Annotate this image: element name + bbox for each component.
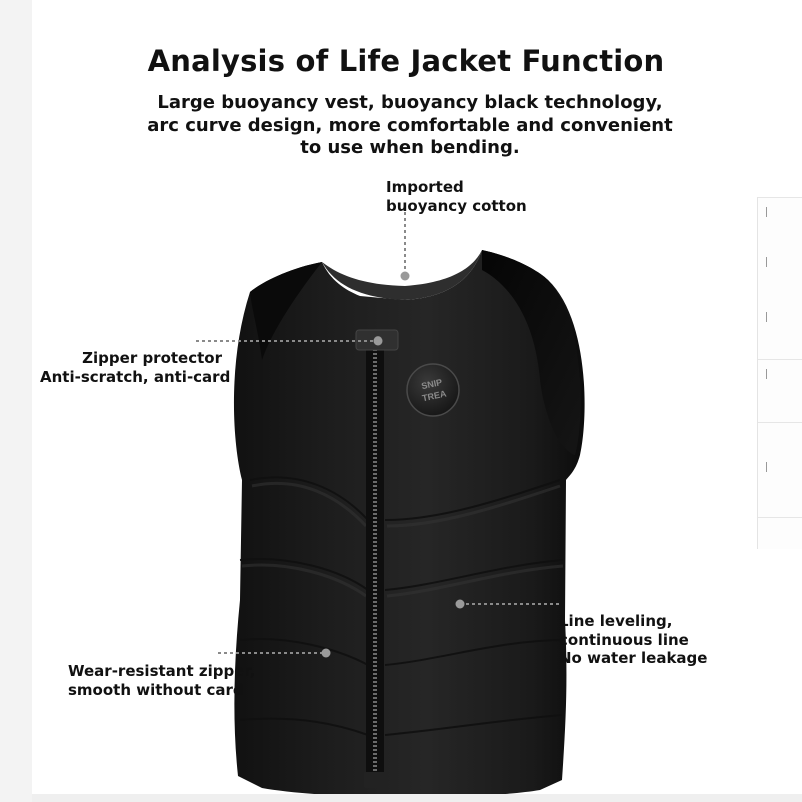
- logo-badge-icon: [407, 364, 459, 416]
- subtitle-line: Large buoyancy vest, buoyancy black technology,: [157, 92, 663, 113]
- subtitle-line: to use when bending.: [300, 137, 520, 158]
- bottom-margin: [32, 794, 802, 802]
- zipper-pull: [364, 772, 386, 788]
- badge-text: TREA: [421, 388, 448, 404]
- annotation-buoyancy-cotton: Imported buoyancy cotton: [386, 178, 527, 215]
- page-title: Analysis of Life Jacket Function: [147, 44, 665, 78]
- annotation-wear-resistant-zipper: Wear-resistant zipper, smooth without card: [68, 662, 256, 699]
- annotation-line-leveling: Line leveling, continuous line No water leakage: [559, 612, 708, 667]
- subtitle-line: arc curve design, more comfortable and convenient: [147, 114, 673, 136]
- side-panel: [757, 197, 802, 549]
- badge-text: SNIP: [420, 377, 444, 392]
- annotation-zipper-protector: Zipper protector Anti-scratch, anti-card: [40, 349, 231, 386]
